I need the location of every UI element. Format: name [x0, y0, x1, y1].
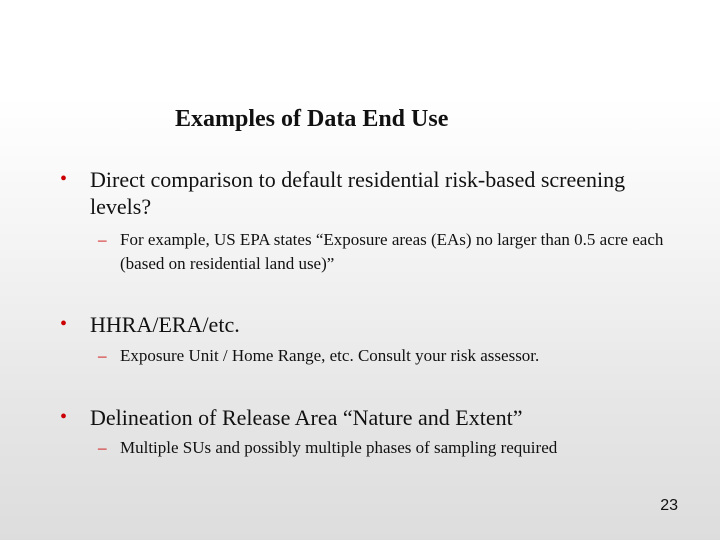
sub-bullet-item	[98, 344, 668, 368]
slide-title: Examples of Data End Use	[175, 106, 449, 132]
bullet-text: HHRA/ERA/etc.	[90, 312, 240, 337]
sub-bullet-text: Multiple SUs and possibly multiple phases of sampling required	[120, 438, 558, 457]
bullet-marker: •	[60, 406, 68, 428]
bullet-text: Delineation of Release Area “Nature and Extent”	[90, 405, 523, 430]
bullet-marker: •	[60, 168, 68, 190]
bullet-item	[60, 166, 660, 220]
sub-bullet-text: For example, US EPA states “Exposure areas (EAs) no larger than 0.5 acre each (based on residential land use)”	[120, 230, 664, 273]
bullet-item	[60, 404, 660, 431]
sub-bullet-marker: –	[98, 346, 107, 365]
sub-bullet-text: Exposure Unit / Home Range, etc. Consult your risk assessor.	[120, 346, 540, 365]
sub-bullet-marker: –	[98, 230, 107, 249]
sub-bullet-item	[98, 436, 668, 460]
bullet-item	[60, 311, 660, 338]
sub-bullet-marker: –	[98, 438, 107, 457]
bullet-marker: •	[60, 313, 68, 335]
page-number: 23	[660, 497, 678, 514]
bullet-text: Direct comparison to default residential risk-based screening levels?	[90, 167, 626, 219]
sub-bullet-item	[98, 228, 668, 276]
